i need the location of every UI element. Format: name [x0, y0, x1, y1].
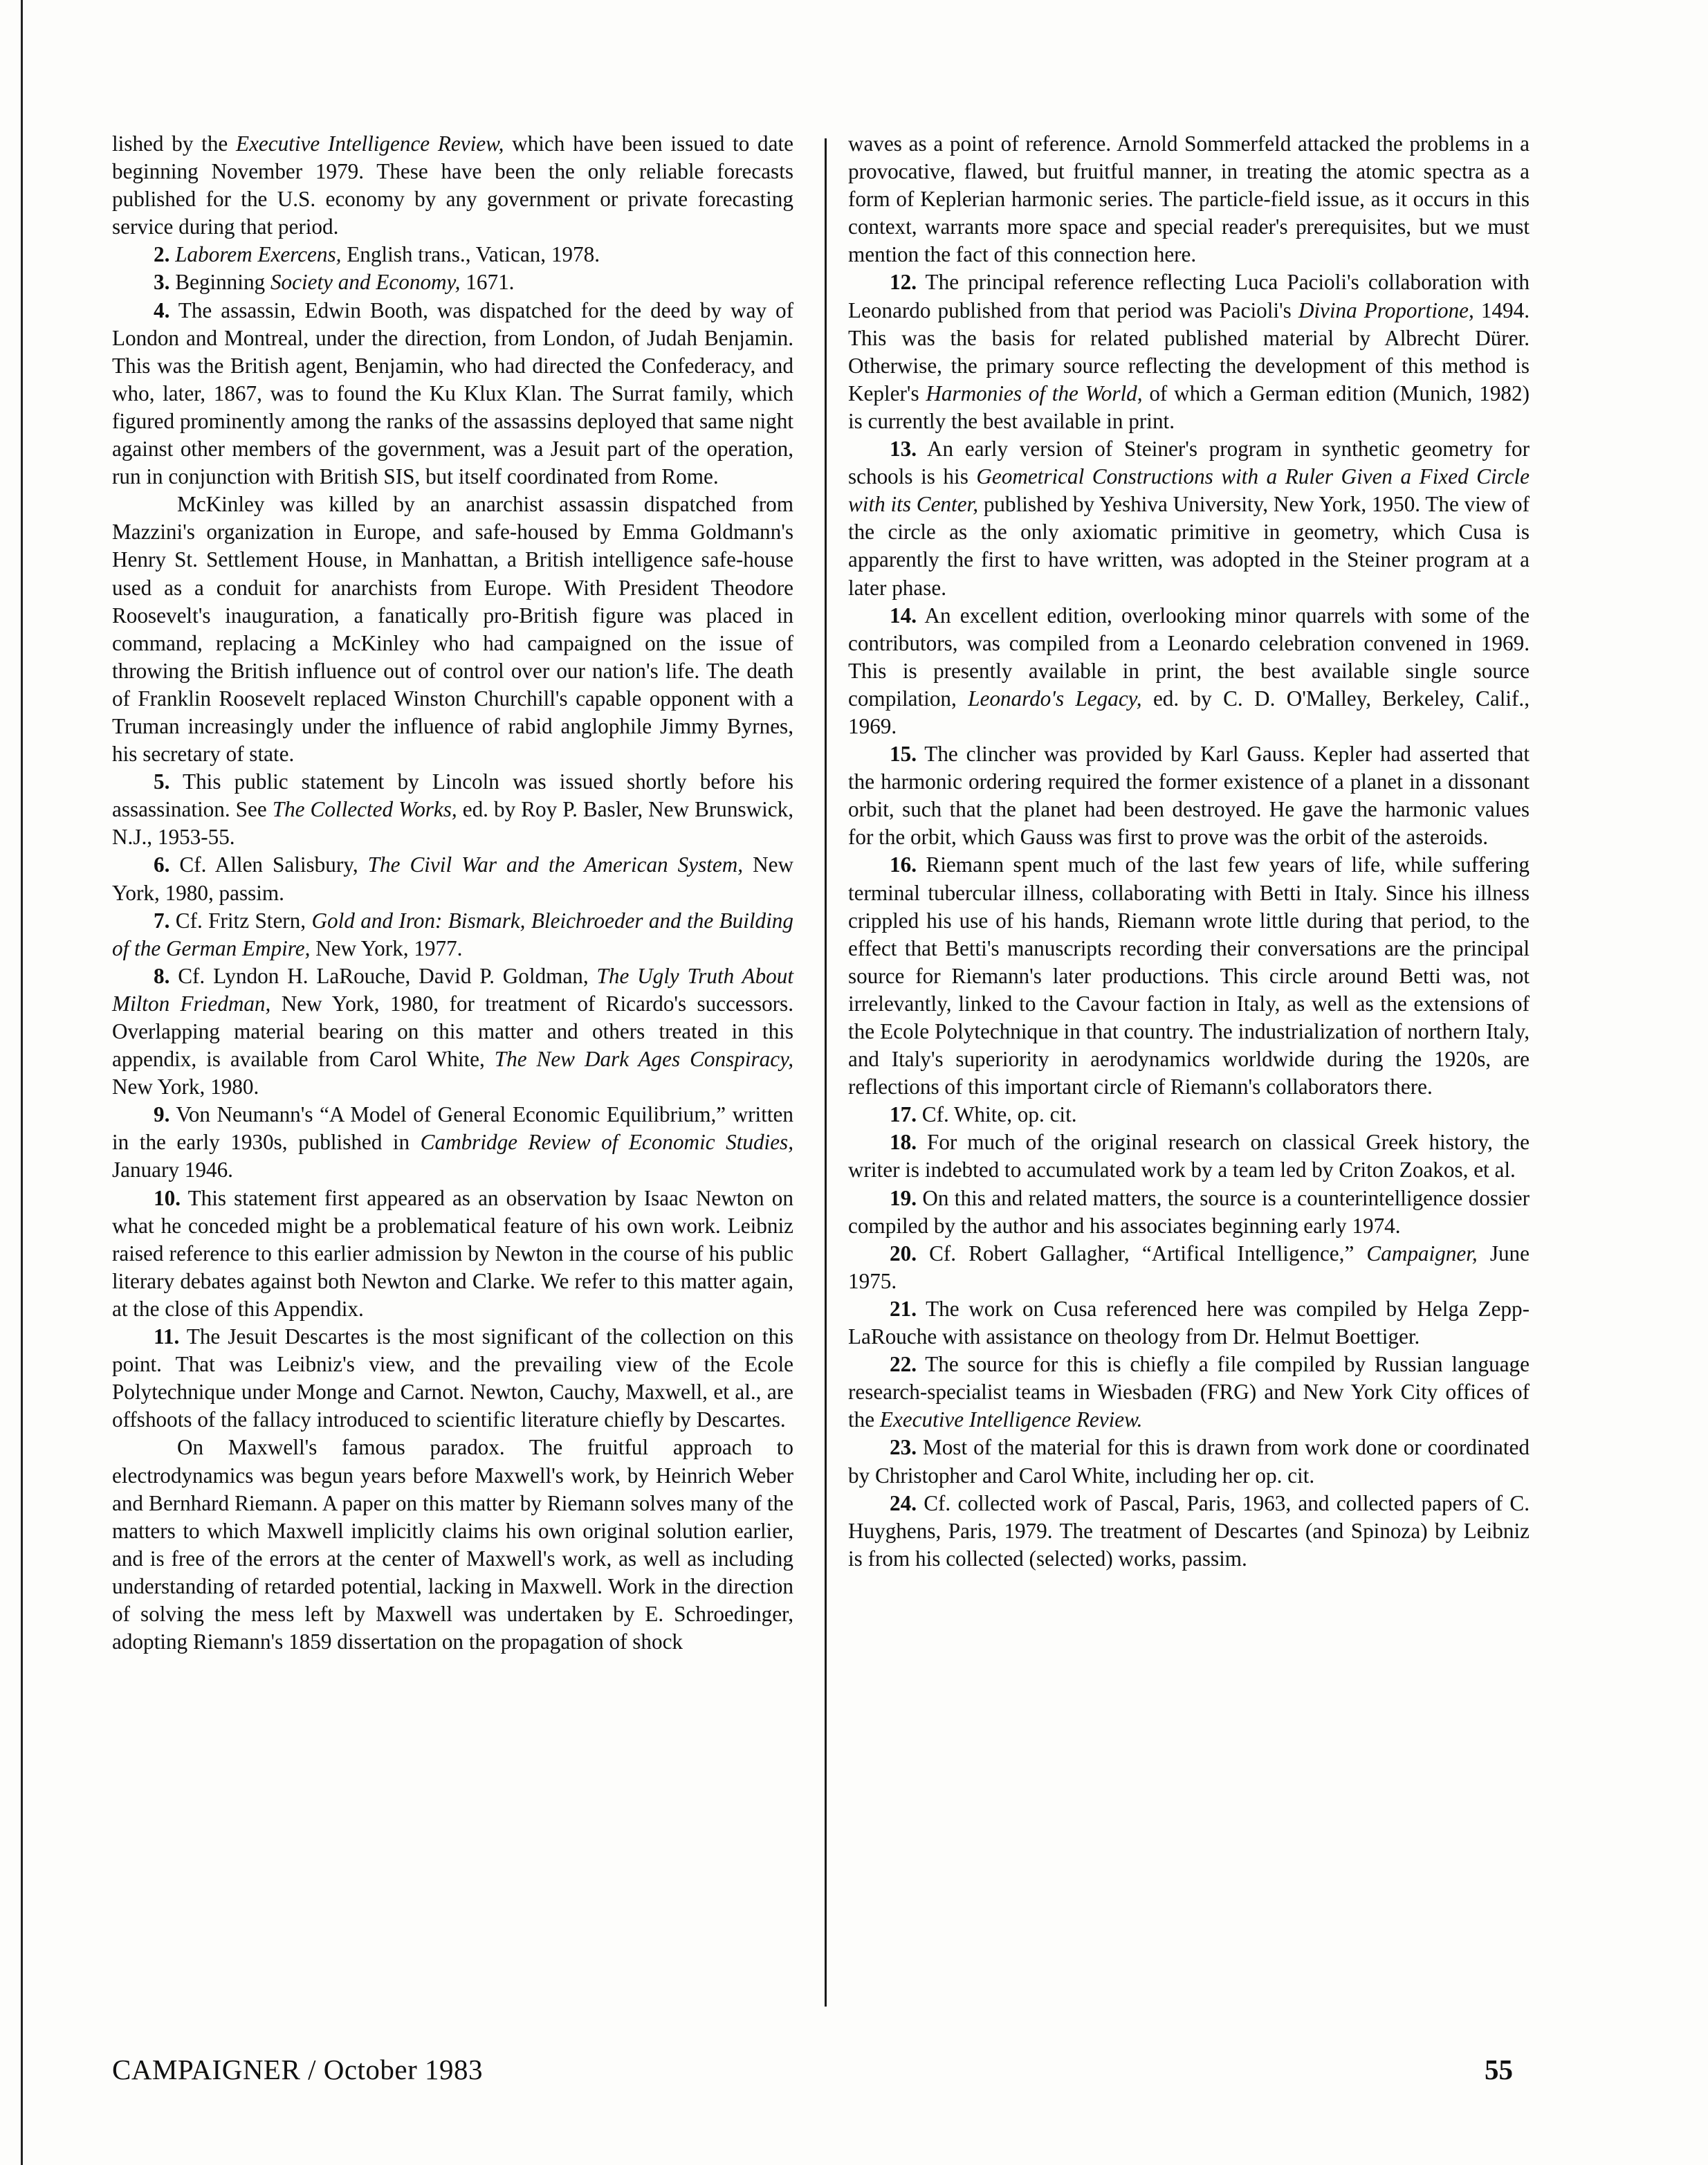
citation-title: Leonardo's Legacy, [968, 686, 1142, 711]
footnote-number: 13. [890, 437, 917, 462]
notes-column-right [848, 130, 1530, 1573]
footnote-text: The assassin, Edwin Booth, was dispatched for the deed by way of London and Montreal, under the direction, from London, of Judah Benjamin. This was the British agent, Benjamin, who had directed the Confederacy, and who, later, 1867, was to found the Ku Klux Klan. The Surrat family, which figured prominently among the ranks of the assassins deployed that same night against other members of the government, was a Jesuit part of the operation, run in conjunction with British SIS, but itself coordinated from Rome. [112, 298, 793, 489]
footnote-text: The source for this is chiefly a file compiled by Russian language research-specialist teams in Wiesbaden (FRG) and New York City offices of the [848, 1352, 1530, 1432]
footnote-text: which have been issued to date beginning November 1979. These have been the only reliable forecasts published for the U.S. economy by any government or private forecasting service during that period. [112, 131, 793, 239]
footnote-number: 24. [890, 1490, 917, 1515]
footnote-paragraph [112, 1323, 793, 1434]
footnote-text: On this and related matters, the source is a counterintelligence dossier compiled by the author and his associates beginning early 1974. [848, 1185, 1530, 1238]
citation-title: The Civil War and the American System, [367, 852, 744, 877]
footnote-text: New York, 1977. [310, 935, 463, 960]
footnote-number: 20. [890, 1241, 917, 1266]
footnote-text: ed. by Roy P. Basler, New Brunswick, N.J., 1953-55. [112, 797, 793, 850]
footnote-text: The Jesuit Descartes is the most significant of the collection on this point. That was Leibniz's view, and the prevailing view of the Ecole Polytechnique under Monge and Carnot. Newton, Cauchy, Maxwell, et al., are offshoots of the fallacy introduced to scientific literature chiefly by Descartes. [112, 1324, 793, 1432]
footnote-number: 12. [890, 270, 917, 295]
footnote-text: The work on Cusa referenced here was compiled by Helga Zepp-LaRouche with assistance on theology from Dr. Helmut Boettiger. [848, 1296, 1530, 1349]
footnote-text: ed. by C. D. O'Malley, Berkeley, Calif., 1969. [848, 686, 1530, 738]
citation-title: Cambridge Review of Economic Studies, [420, 1130, 793, 1155]
footnote-paragraph [112, 907, 793, 962]
citation-title: Divina Proportione, [1298, 298, 1474, 322]
citation-title: Campaigner, [1366, 1241, 1478, 1266]
footnote-text: January 1946. [112, 1158, 233, 1182]
footnote-paragraph [112, 768, 793, 851]
footnote-text: This statement first appeared as an observation by Isaac Newton on what he conceded might be a problematical feature of his own work. Leibniz raised reference to this earlier admission by Newton in the course of his public literary debates against both Newton and Clarke. We refer to this matter again, at the close of this Appendix. [112, 1185, 793, 1321]
footnote-number: 23. [890, 1435, 917, 1460]
footnote-text: Cf. Allen Salisbury, [169, 852, 368, 877]
footnote-paragraph [848, 602, 1530, 740]
footnote-number: 3. [154, 270, 170, 295]
citation-title: The New Dark Ages Conspiracy, [494, 1047, 793, 1072]
footer-publication: CAMPAIGNER / October 1983 [112, 2054, 484, 2085]
footnote-text: New York, 1980, passim. [112, 852, 793, 905]
footnote-text: Most of the material for this is drawn from work done or coordinated by Christopher and Carol White, including her op. cit. [848, 1435, 1530, 1488]
footnote-paragraph [848, 851, 1530, 1101]
footnote-paragraph [848, 435, 1530, 602]
footnote-number: 17. [890, 1102, 917, 1127]
footnote-text: Cf. Robert Gallagher, “Artifical Intelligence,” [916, 1241, 1367, 1266]
footnote-text: 1494. This was the basis for related published material by Albrecht Dürer. Otherwise, the primary source reflecting the development of this method is Kepler's [848, 298, 1530, 405]
footnote-text: of which a German edition (Munich, 1982) is currently the best available in print. [848, 381, 1530, 433]
citation-title: Executive Intelligence Review, [236, 131, 504, 156]
footnote-number: 15. [890, 742, 917, 767]
citation-title: Gold and Iron: Bismark, Bleichroeder and the Building of the German Empire, [112, 908, 793, 960]
footnote-paragraph [112, 962, 793, 1101]
footnote-number: 22. [890, 1352, 917, 1377]
footnote-number: 14. [890, 603, 917, 628]
footnote-text: 1671. [460, 270, 515, 295]
footnote-text: The clincher was provided by Karl Gauss. Kepler had asserted that the harmonic ordering required the former existence of a planet in a dissonant orbit, such that the planet had been destroyed. He gave the harmonic values for the orbit, which Gauss was first to prove was the orbit of the asteroids. [848, 742, 1530, 850]
footnote-paragraph [848, 1185, 1530, 1240]
footnote-text: On Maxwell's famous paradox. The fruitful approach to electrodynamics was begun years before Maxwell's work, by Heinrich Weber and Bernhard Riemann. A paper on this matter by Riemann solves many of the matters to which Maxwell implicitly claims his own original solution earlier, and is free of the errors at the center of Maxwell's work, as well as including understanding of retarded potential, lacking in Maxwell. Work in the direction of solving the mess left by Maxwell was undertaken by E. Schroedinger, adopting Riemann's 1859 dissertation on the propagation of shock [112, 1435, 793, 1654]
footnote-number: 2. [154, 242, 170, 267]
footnote-text: Cf. collected work of Pascal, Paris, 1963, and collected papers of C. Huyghens, Paris, 1979. The treatment of Descartes (and Spinoza) by Leibniz is from his collected (selected) works, passim. [848, 1490, 1530, 1571]
citation-title: The Collected Works, [272, 797, 457, 822]
citation-title: Laborem Exercens, [175, 242, 342, 267]
footnote-text: This public statement by Lincoln was issued shortly before his assassination. See [112, 769, 793, 822]
footnote-text: waves as a point of reference. Arnold Sommerfeld attacked the problems in a provocative, flawed, but fruitful manner, in treating the atomic spectra as a form of Keplerian harmonic series. The particle-field issue, as it occurs in this context, warrants more space and special reader's prerequisites, but we must mention the fact of this connection here. [848, 131, 1530, 267]
footnote-text: An excellent edition, overlooking minor quarrels with some of the contributors, was compiled from a Leonardo celebration convened in 1969. This is presently available in print, the best available single source compilation, [848, 603, 1530, 711]
footnote-paragraph [112, 1185, 793, 1323]
footnote-paragraph [112, 130, 793, 241]
citation-title: Executive Intelligence Review. [879, 1407, 1143, 1432]
footnote-paragraph [848, 268, 1530, 435]
footnote-number: 4. [154, 298, 170, 322]
footnote-paragraph [848, 1490, 1530, 1573]
page-number: 55 [1485, 2054, 1513, 2085]
footnote-paragraph [112, 1101, 793, 1184]
binding-edge-line [21, 0, 23, 2165]
citation-title: Geometrical Constructions with a Ruler Given a Fixed Circle with its Center, [848, 464, 1530, 517]
footnote-text: June 1975. [848, 1241, 1530, 1293]
footnote-number: 18. [890, 1130, 917, 1155]
footnote-number: 7. [154, 908, 170, 933]
footnote-text: Riemann spent much of the last few years of life, while suffering terminal tubercular illness, collaborating with Betti in Italy. Since his illness crippled his use of his hands, Riemann wrote little during that period, to the effect that Betti's manuscripts recording their conversations are the principal source for Riemann's later productions. This circle around Betti was, not irrelevantly, linked to the Cavour faction in Italy, as well as the extensions of the Ecole Polytechnique in that country. The industrialization of northern Italy, and Italy's superiority in aerodynamics worldwide during the 1920s, are reflections of this important circle of Riemann's collaborators there. [848, 852, 1530, 1099]
column-divider [825, 138, 827, 2007]
footnote-text: Cf. Lyndon H. LaRouche, David P. Goldman, [169, 963, 597, 988]
footnote-paragraph [848, 130, 1530, 268]
footnote-number: 8. [154, 963, 170, 988]
footnote-text: An early version of Steiner's program in synthetic geometry for schools is his [848, 437, 1530, 489]
footnote-paragraph [848, 1101, 1530, 1129]
citation-title: The Ugly Truth About Milton Friedman, [112, 963, 794, 1016]
citation-title: Harmonies of the World, [926, 381, 1143, 405]
footnote-paragraph [848, 1129, 1530, 1184]
footnote-paragraph [848, 1295, 1530, 1351]
footnote-text: published by Yeshiva University, New York, 1950. The view of the circle as the only axiomatic primitive in geometry, which Cusa is apparently the first to have written, was adopted in the Steiner program at a later phase. [848, 492, 1530, 600]
footnote-paragraph [112, 851, 793, 906]
footnote-text: For much of the original research on classical Greek history, the writer is indebted to accumulated work by a team led by Criton Zoakos, et al. [848, 1130, 1530, 1182]
footnote-number: 19. [890, 1185, 917, 1210]
footnote-text: lished by the [112, 131, 237, 156]
footnote-paragraph [848, 740, 1530, 851]
footnote-text: Cf. Fritz Stern, [169, 908, 312, 933]
footnote-paragraph [112, 1434, 793, 1656]
footnote-paragraph [112, 241, 793, 268]
footnote-paragraph [848, 1240, 1530, 1295]
footnote-number: 11. [154, 1324, 180, 1349]
footnote-number: 6. [154, 852, 170, 877]
footnote-text: English trans., Vatican, 1978. [341, 242, 600, 267]
footnote-number: 5. [154, 769, 170, 794]
footnote-number: 16. [890, 852, 917, 877]
footnote-text: McKinley was killed by an anarchist assassin dispatched from Mazzini's organization in Europe, and safe-housed by Emma Goldmann's Henry St. Settlement House, in Manhattan, a British intelligence safe-house used as a conduit for anarchists from Europe. With President Theodore Roosevelt's inauguration, a fanatically pro-British figure was placed in command, replacing a McKinley who had campaigned on the issue of throwing the British influence out of control over our nation's life. The death of Franklin Roosevelt replaced Winston Churchill's capable opponent with a Truman increasingly under the influence of rabid anglophile Jimmy Byrnes, his secretary of state. [112, 492, 793, 767]
notes-column-left [112, 130, 793, 1656]
footnote-number: 10. [154, 1185, 181, 1210]
footnote-paragraph [112, 297, 793, 491]
footnote-text: New York, 1980. [112, 1075, 259, 1099]
footnote-number: 21. [890, 1296, 917, 1321]
footnote-paragraph [112, 491, 793, 768]
footnote-paragraph [112, 268, 793, 296]
footnote-number: 9. [154, 1102, 170, 1127]
footnote-text: Cf. White, op. cit. [916, 1102, 1077, 1127]
footnote-text: The principal reference reflecting Luca Pacioli's collaboration with Leonardo published from that period was Pacioli's [848, 270, 1530, 322]
footnote-paragraph [848, 1434, 1530, 1489]
footnote-paragraph [848, 1351, 1530, 1434]
citation-title: Society and Economy, [270, 270, 461, 295]
footnote-text: New York, 1980, for treatment of Ricardo's successors. Overlapping material bearing on this matter and others treated in this appendix, is available from Carol White, [112, 991, 793, 1072]
footnote-text: Beginning [169, 270, 270, 295]
footnote-text: Von Neumann's “A Model of General Economic Equilibrium,” written in the early 1930s, published in [112, 1102, 793, 1155]
